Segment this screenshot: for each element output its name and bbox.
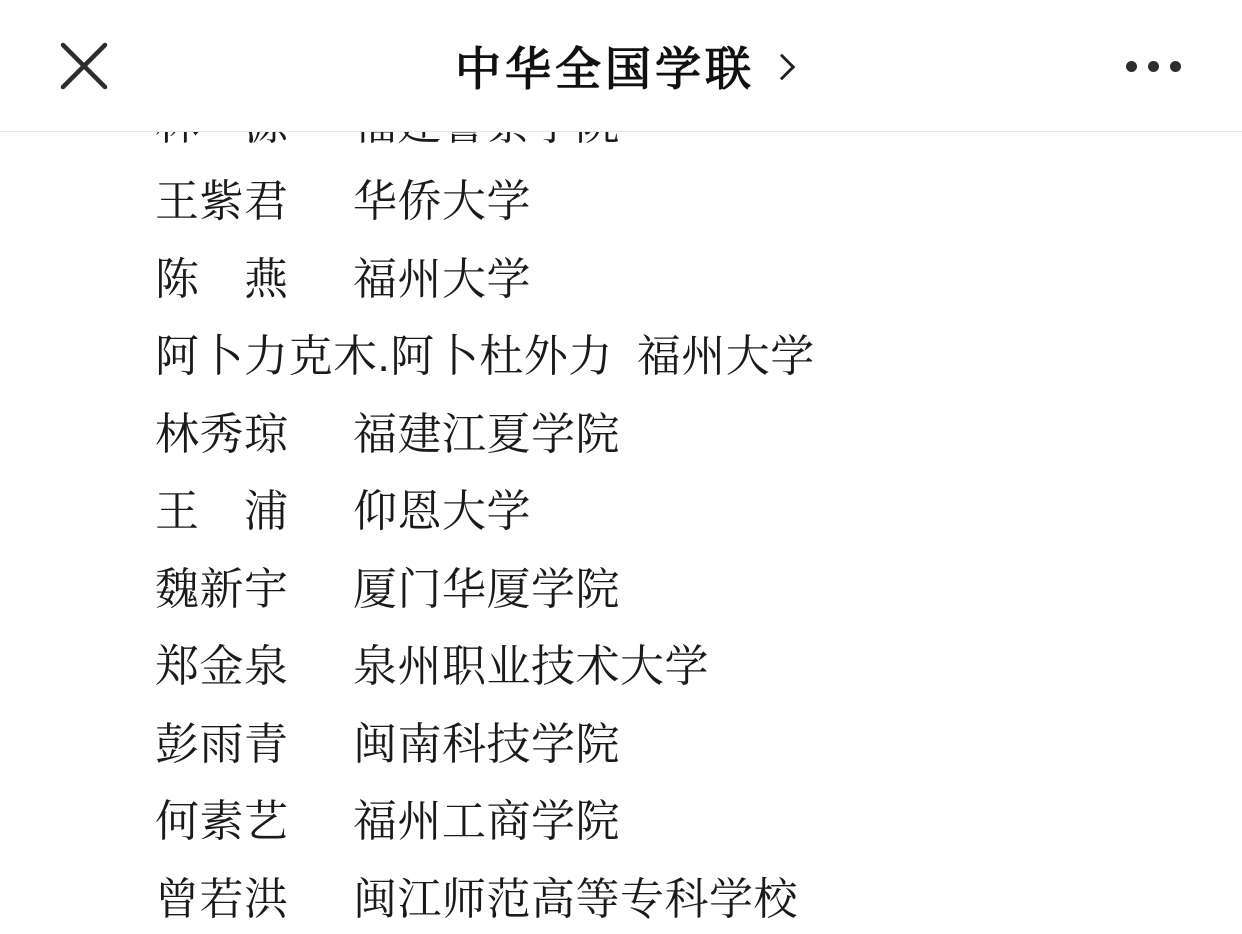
member-school: 闽江师范高等专科学校	[353, 874, 798, 924]
member-row	[155, 546, 1242, 624]
member-name: 王紫君	[155, 177, 289, 227]
member-name: 何素艺	[155, 797, 289, 847]
member-school: 福州大学	[636, 332, 815, 382]
member-row	[155, 624, 1242, 702]
more-options-icon	[1170, 61, 1181, 72]
header	[0, 0, 1242, 132]
chevron-right-icon	[769, 51, 787, 83]
member-row	[155, 701, 1242, 779]
member-school: 福州工商学院	[353, 797, 620, 847]
member-name: 郑金泉	[155, 642, 289, 692]
account-title[interactable]	[0, 0, 1242, 132]
article-content	[0, 133, 1242, 923]
member-row	[155, 779, 1242, 857]
member-school: 厦门华厦学院	[353, 564, 620, 614]
member-row	[155, 469, 1242, 547]
member-school: 泉州职业技术大学	[353, 642, 709, 692]
member-row	[155, 314, 1242, 392]
more-options-button[interactable]	[1114, 40, 1192, 92]
member-row	[155, 391, 1242, 469]
page-title: 中华全国学联	[455, 43, 755, 95]
member-row	[155, 159, 1242, 237]
member-list	[0, 81, 1242, 934]
member-name: 王 浦	[155, 487, 289, 537]
member-name: 阿卜力克木.阿卜杜外力	[155, 332, 613, 382]
member-name: 陈 燕	[155, 254, 289, 304]
member-school: 福建江夏学院	[353, 409, 620, 459]
member-school: 仰恩大学	[353, 487, 531, 537]
member-name: 曾若洪	[155, 874, 289, 924]
member-name: 魏新宇	[155, 564, 289, 614]
more-options-icon	[1148, 61, 1159, 72]
more-options-icon	[1126, 61, 1137, 72]
member-school: 福州大学	[353, 254, 531, 304]
member-row	[155, 856, 1242, 934]
member-name: 林秀琼	[155, 409, 289, 459]
member-name: 彭雨青	[155, 719, 289, 769]
member-school: 闽南科技学院	[353, 719, 620, 769]
member-school: 华侨大学	[353, 177, 531, 227]
member-row	[155, 236, 1242, 314]
